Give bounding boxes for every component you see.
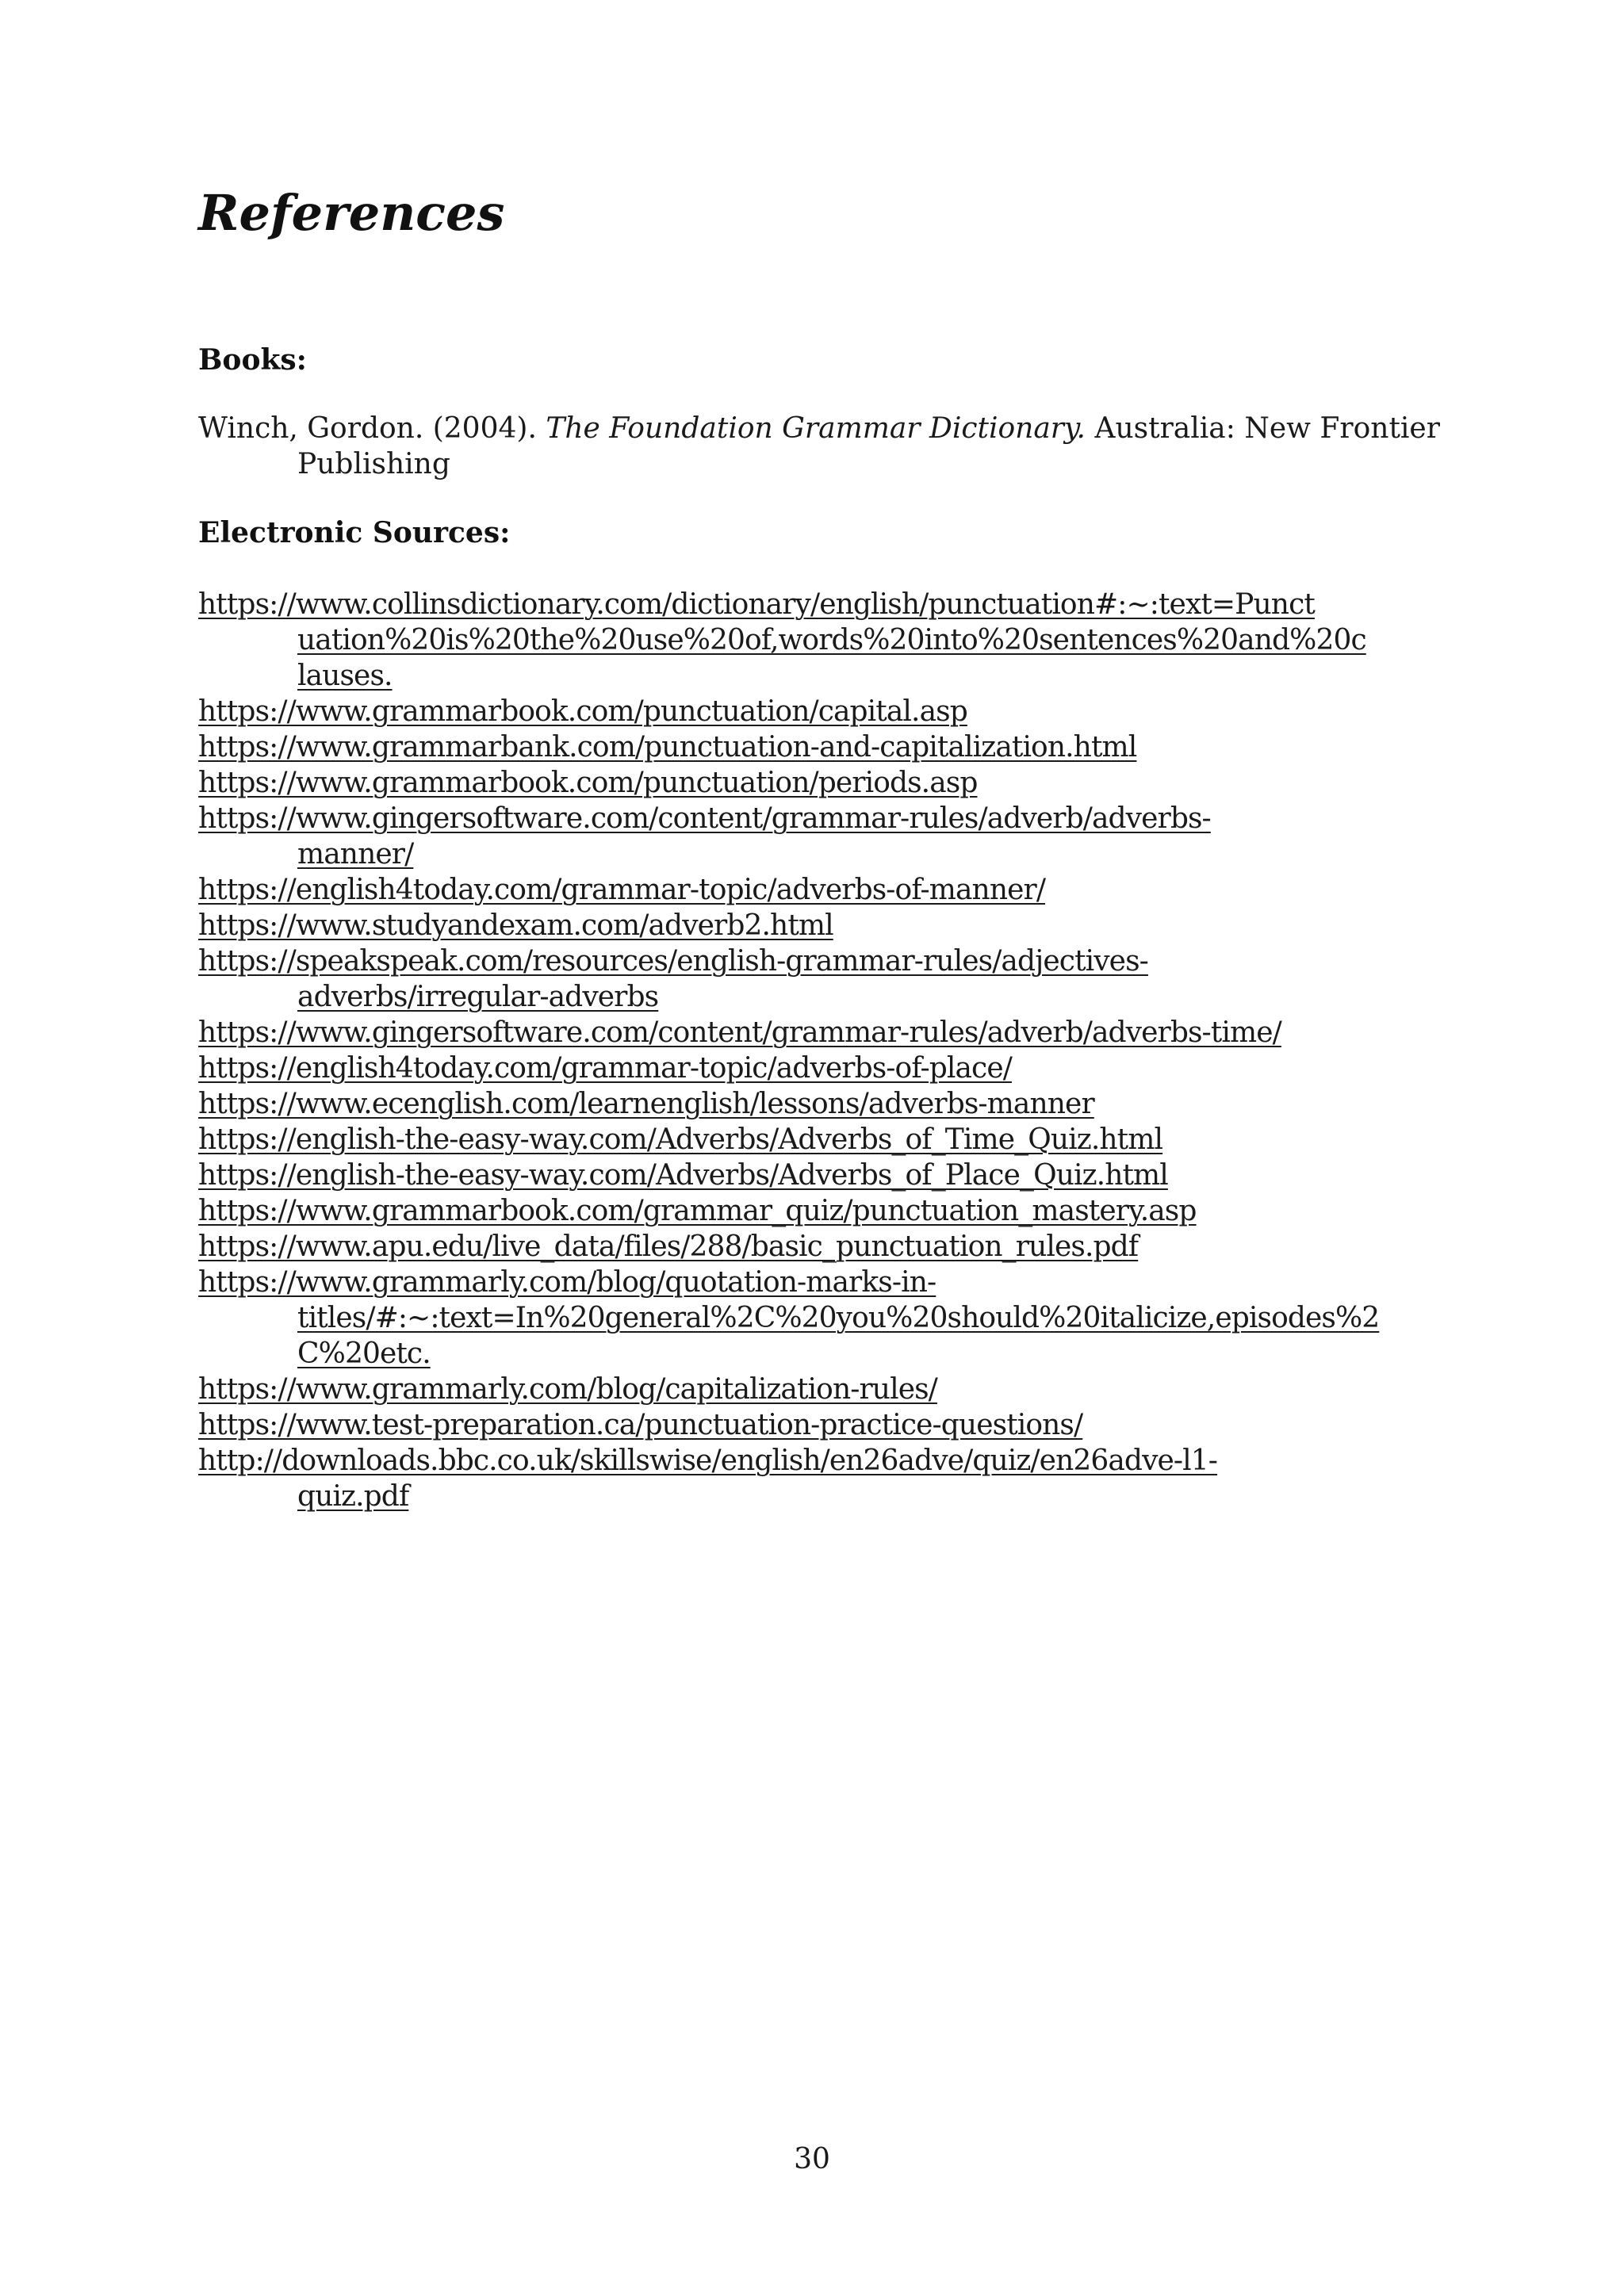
reference-link-text[interactable]: https://speakspeak.com/resources/english-grammar-rules/adjectives- [198,945,1148,978]
book-publisher: Australia: New Frontier [1094,412,1440,445]
reference-link[interactable] [198,801,1467,872]
reference-link[interactable] [198,1265,1467,1372]
reference-link[interactable] [198,1372,1467,1407]
book-author-year: Winch, Gordon. (2004). [198,412,537,445]
reference-link-text[interactable]: https://www.grammarbook.com/punctuation/capital.asp [198,695,967,728]
reference-link[interactable] [198,1193,1467,1229]
reference-link-text[interactable]: https://english4today.com/grammar-topic/adverbs-of-place/ [198,1052,1012,1085]
books-heading: Books: [198,343,307,377]
reference-link[interactable] [198,1122,1467,1158]
reference-link-text[interactable]: https://www.test-preparation.ca/punctuation-practice-questions/ [198,1409,1083,1441]
reference-link[interactable] [198,694,1467,729]
reference-link[interactable] [198,1158,1467,1193]
reference-link[interactable] [198,1229,1467,1265]
reference-link[interactable] [198,1086,1467,1122]
reference-link-text[interactable]: https://www.gingersoftware.com/content/grammar-rules/adverb/adverbs- [198,802,1211,835]
page-title: References [198,184,505,242]
electronic-sources-list [198,587,1467,1514]
reference-link-text[interactable]: https://english-the-easy-way.com/Adverbs/Adverbs_of_Place_Quiz.html [198,1159,1168,1192]
reference-link-text[interactable]: https://www.apu.edu/live_data/files/288/basic_punctuation_rules.pdf [198,1230,1139,1263]
reference-link-continuation[interactable]: titles/#:~:text=In%20general%2C%20you%20should%20italicize,episodes%2 [297,1302,1380,1334]
reference-link-text[interactable]: http://downloads.bbc.co.uk/skillswise/english/en26adve/quiz/en26adve-l1- [198,1445,1218,1477]
reference-link-text[interactable]: https://www.ecenglish.com/learnenglish/lessons/adverbs-manner [198,1088,1094,1120]
reference-link-text[interactable]: https://english-the-easy-way.com/Adverbs/Adverbs_of_Time_Quiz.html [198,1123,1163,1156]
reference-link[interactable] [198,1443,1467,1514]
book-publisher-continued: Publishing [297,448,450,480]
reference-link-text[interactable]: https://www.studyandexam.com/adverb2.html [198,909,833,942]
book-title: The Foundation Grammar Dictionary. [546,412,1086,445]
reference-link[interactable] [198,1015,1467,1050]
reference-link-text[interactable]: https://www.grammarbank.com/punctuation-and-capitalization.html [198,731,1137,763]
reference-link[interactable] [198,1050,1467,1086]
reference-link-text[interactable]: https://www.grammarly.com/blog/capitalization-rules/ [198,1373,937,1406]
reference-link-text[interactable]: https://www.grammarbook.com/punctuation/periods.asp [198,767,978,799]
reference-link-text[interactable]: https://www.grammarbook.com/grammar_quiz/punctuation_mastery.asp [198,1195,1197,1227]
reference-link[interactable] [198,729,1467,765]
page-number: 30 [794,2143,830,2175]
reference-link-continuation[interactable]: manner/ [297,838,414,871]
reference-link-continuation[interactable]: C%20etc. [297,1337,431,1370]
reference-link-continuation[interactable]: lauses. [297,660,393,692]
reference-link[interactable] [198,765,1467,801]
reference-link-text[interactable]: https://english4today.com/grammar-topic/adverbs-of-manner/ [198,874,1046,906]
reference-link[interactable] [198,1407,1467,1443]
reference-link-text[interactable]: https://www.collinsdictionary.com/dictionary/english/punctuation#:~:text=Punct [198,588,1315,621]
reference-link[interactable] [198,872,1467,908]
electronic-sources-heading: Electronic Sources: [198,516,511,549]
reference-link-text[interactable]: https://www.gingersoftware.com/content/grammar-rules/adverb/adverbs-time/ [198,1016,1281,1049]
reference-link-continuation[interactable]: uation%20is%20the%20use%20of,words%20into%20sentences%20and%20c [297,624,1366,656]
reference-link-continuation[interactable]: adverbs/irregular-adverbs [297,981,659,1013]
reference-link[interactable] [198,943,1467,1015]
book-reference [198,411,1467,482]
reference-link[interactable] [198,908,1467,943]
reference-link-continuation[interactable]: quiz.pdf [297,1480,409,1513]
reference-link[interactable] [198,587,1467,694]
reference-link-text[interactable]: https://www.grammarly.com/blog/quotation-marks-in- [198,1266,936,1299]
